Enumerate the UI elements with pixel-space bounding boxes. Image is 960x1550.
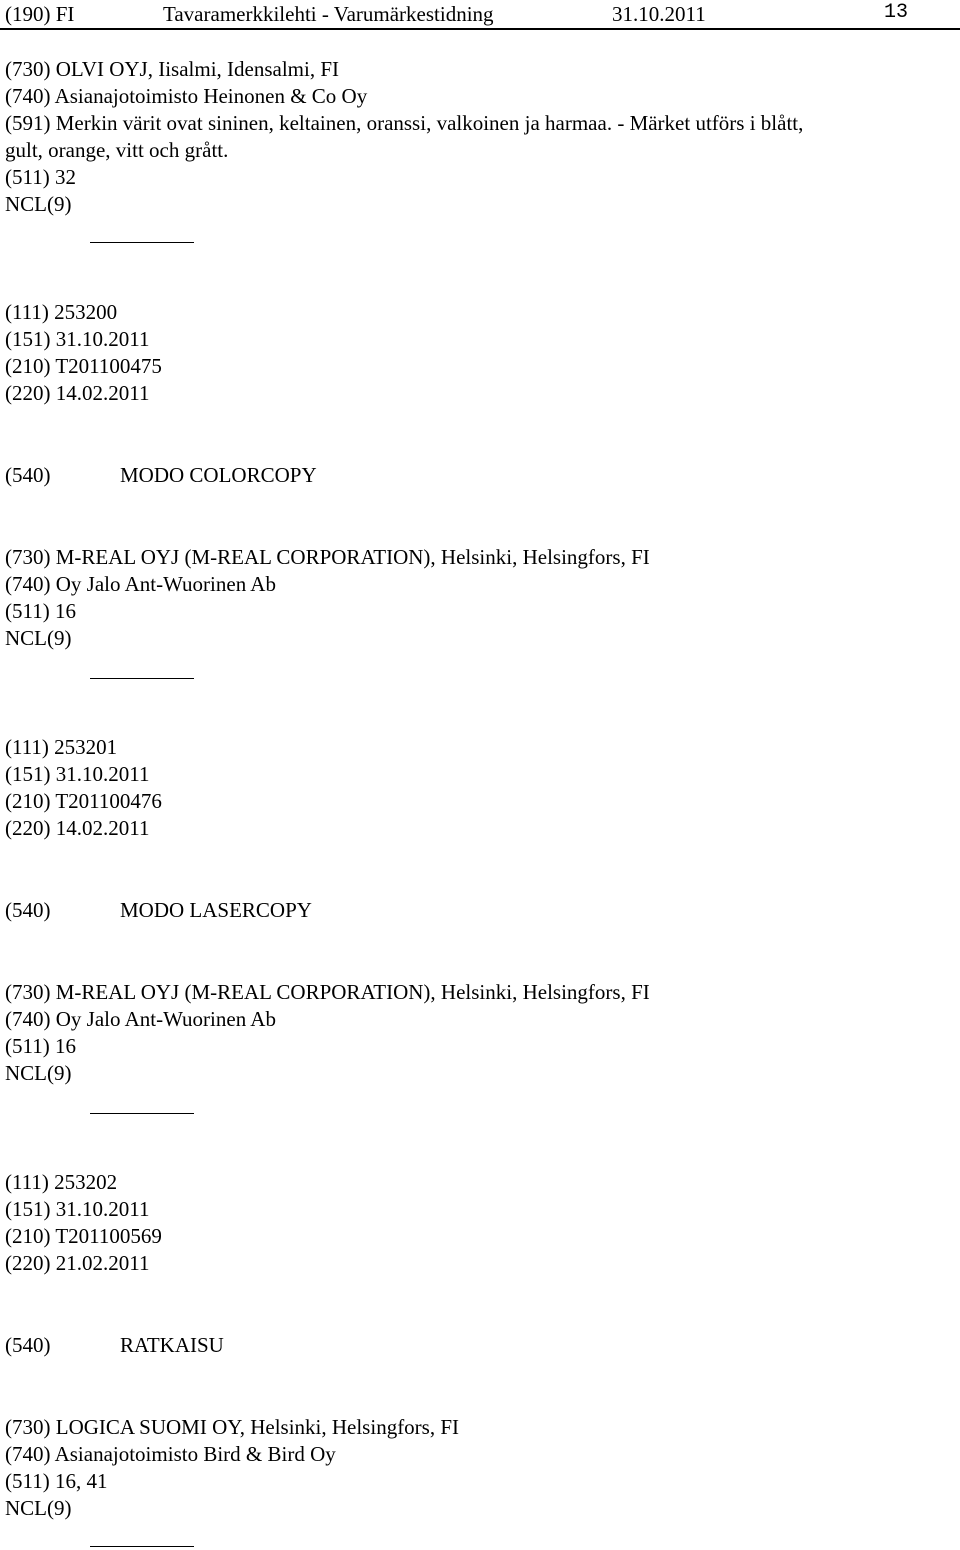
mark-code: (540) [5, 1333, 51, 1357]
ncl-line: NCL(9) [5, 1496, 72, 1520]
owner-line: (730) M-REAL OYJ (M-REAL CORPORATION), Helsinki, Helsingfors, FI [5, 545, 650, 569]
colors-line: (591) Merkin värit ovat sininen, keltainen, oranssi, valkoinen ja harmaa. - Märket utförs i blått, [5, 111, 804, 135]
agent-line: (740) Asianajotoimisto Bird & Bird Oy [5, 1442, 336, 1466]
page-header [0, 1, 960, 30]
mark-text: RATKAISU [120, 1333, 224, 1357]
entry-separator [90, 678, 194, 679]
agent-line: (740) Oy Jalo Ant-Wuorinen Ab [5, 1007, 276, 1031]
registration-date: (151) 31.10.2011 [5, 1197, 150, 1221]
registration-number: (111) 253200 [5, 300, 118, 324]
mark-code: (540) [5, 898, 51, 922]
page-number: 13 [884, 1, 909, 24]
classes-line: (511) 16 [5, 1034, 76, 1058]
mark-text: MODO LASERCOPY [120, 898, 312, 922]
application-number: (210) T201100569 [5, 1224, 162, 1248]
mark-text: MODO COLORCOPY [120, 463, 317, 487]
ncl-line: NCL(9) [5, 1061, 72, 1085]
ncl-line: NCL(9) [5, 192, 72, 216]
classes-line: (511) 32 [5, 165, 76, 189]
agent-line: (740) Asianajotoimisto Heinonen & Co Oy [5, 84, 368, 108]
owner-line: (730) OLVI OYJ, Iisalmi, Idensalmi, FI [5, 57, 340, 81]
owner-line: (730) LOGICA SUOMI OY, Helsinki, Helsingfors, FI [5, 1415, 460, 1439]
registration-number: (111) 253202 [5, 1170, 118, 1194]
application-date: (220) 21.02.2011 [5, 1251, 150, 1275]
registration-date: (151) 31.10.2011 [5, 327, 150, 351]
registration-date: (151) 31.10.2011 [5, 762, 150, 786]
header-code: (190) FI [5, 2, 75, 26]
owner-line: (730) M-REAL OYJ (M-REAL CORPORATION), Helsinki, Helsingfors, FI [5, 980, 650, 1004]
application-number: (210) T201100476 [5, 789, 162, 813]
application-date: (220) 14.02.2011 [5, 816, 150, 840]
entry-separator [90, 1113, 194, 1114]
colors-line-continued: gult, orange, vitt och grått. [5, 138, 229, 162]
mark-code: (540) [5, 463, 51, 487]
agent-line: (740) Oy Jalo Ant-Wuorinen Ab [5, 572, 276, 596]
application-date: (220) 14.02.2011 [5, 381, 150, 405]
classes-line: (511) 16 [5, 599, 76, 623]
registration-number: (111) 253201 [5, 735, 118, 759]
header-date: 31.10.2011 [612, 2, 706, 26]
ncl-line: NCL(9) [5, 626, 72, 650]
application-number: (210) T201100475 [5, 354, 162, 378]
entry-separator [90, 242, 194, 243]
classes-line: (511) 16, 41 [5, 1469, 108, 1493]
entry-separator [90, 1546, 194, 1547]
header-title: Tavaramerkkilehti - Varumärkestidning [163, 2, 494, 26]
